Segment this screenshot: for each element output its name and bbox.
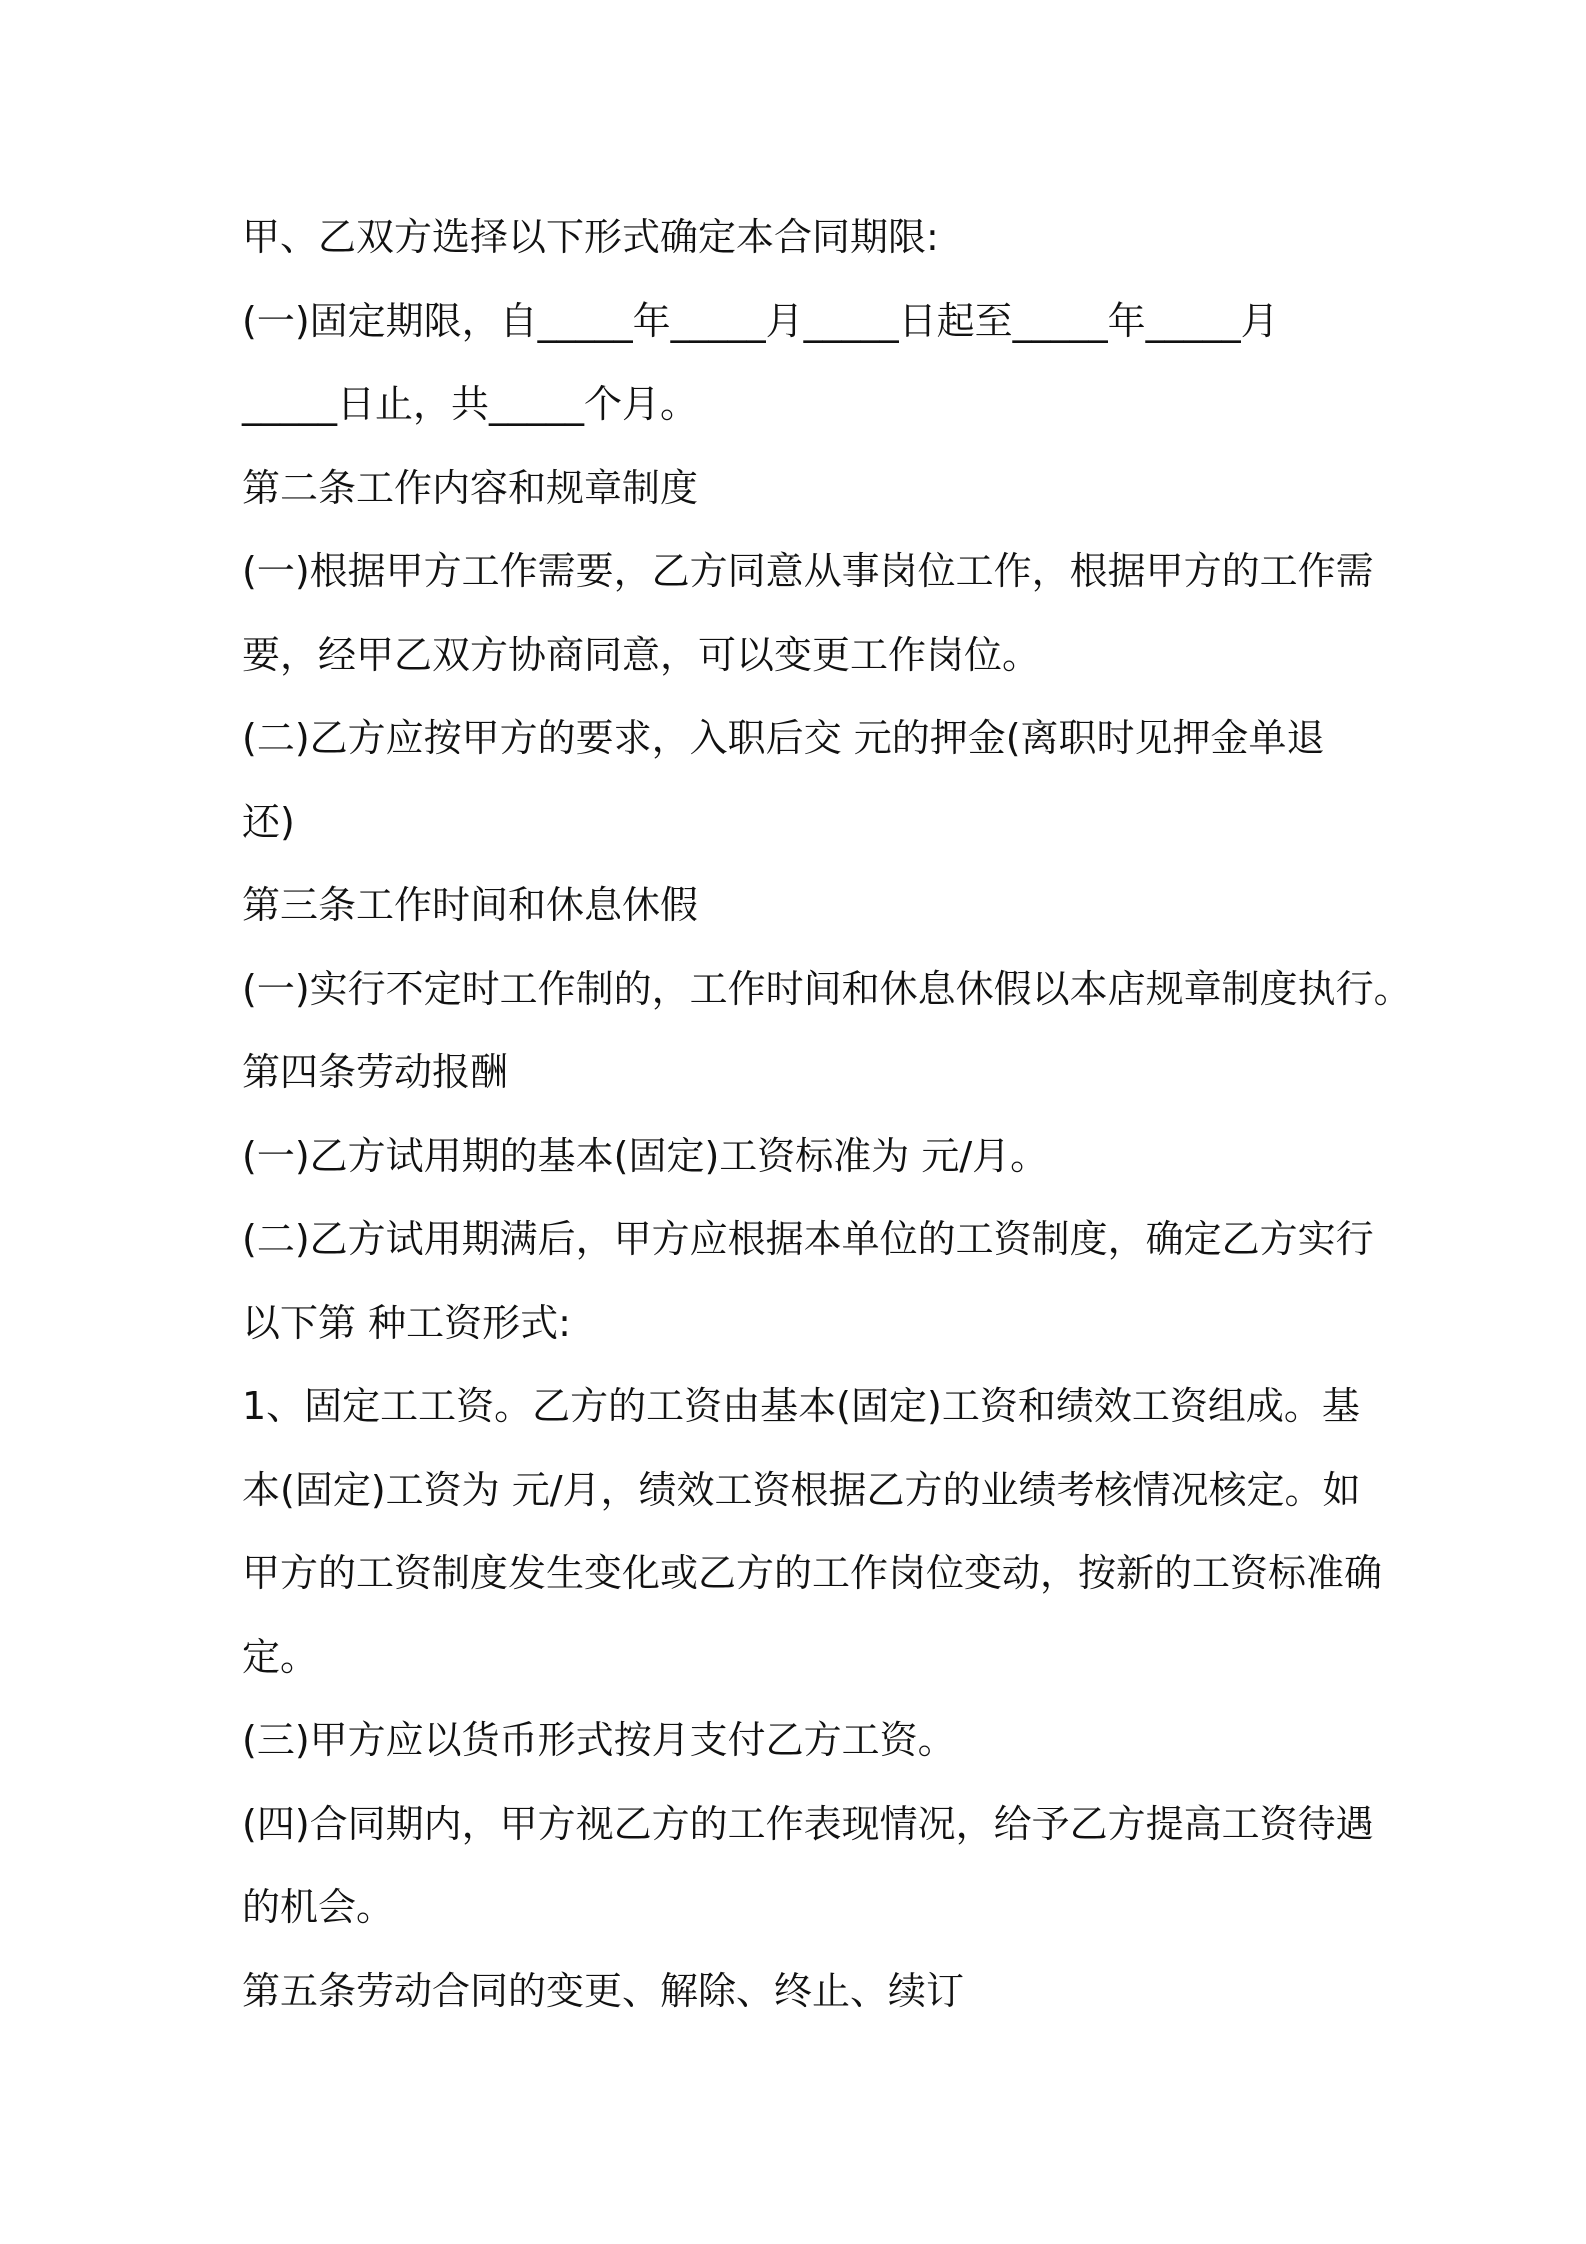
text-line: (四)合同期内，甲方视乙方的工作表现情况，给予乙方提高工资待遇: [242, 1801, 1374, 1846]
text-line: (一)固定期限，自_____年_____月_____日起至_____年_____月: [242, 298, 1279, 343]
text-line: 以下第 种工资形式:: [242, 1300, 571, 1345]
section-heading: 第五条劳动合同的变更、解除、终止、续订: [242, 1968, 965, 2013]
text-line: (三)甲方应以货币形式按月支付乙方工资。: [242, 1718, 956, 1762]
text-line: (二)乙方试用期满后，甲方应根据本单位的工资制度，确定乙方实行: [242, 1217, 1374, 1261]
text-line: 的机会。: [242, 1885, 395, 1929]
section-heading: 第三条工作时间和休息休假: [242, 883, 699, 927]
text-line: 还): [242, 799, 295, 844]
text-line: _____日止，共_____个月。: [242, 382, 699, 426]
text-line: (一)根据甲方工作需要，乙方同意从事岗位工作，根据甲方的工作需: [242, 549, 1374, 593]
section-heading: 第二条工作内容和规章制度: [242, 465, 699, 510]
document-body: [242, 196, 1412, 2033]
text-line: 要，经甲乙双方协商同意，可以变更工作岗位。: [242, 632, 1041, 677]
text-line: (一)实行不定时工作制的，工作时间和休息休假以本店规章制度执行。: [242, 966, 1412, 1011]
text-line: 甲、乙双方选择以下形式确定本合同期限:: [242, 215, 939, 259]
text-line: 甲方的工资制度发生变化或乙方的工作岗位变动，按新的工资标准确: [242, 1551, 1383, 1595]
text-line: 1、固定工工资。乙方的工资由基本(固定)工资和绩效工资组成。基: [242, 1384, 1360, 1428]
section-heading: 第四条劳动报酬: [242, 1050, 509, 1094]
text-line: (二)乙方应按甲方的要求，入职后交 元的押金(离职时见押金单退: [242, 716, 1325, 760]
text-line: 本(固定)工资为 元/月，绩效工资根据乙方的业绩考核情况核定。如: [242, 1467, 1361, 1512]
text-line: 定。: [242, 1634, 319, 1679]
text-line: (一)乙方试用期的基本(固定)工资标准为 元/月。: [242, 1133, 1049, 1178]
